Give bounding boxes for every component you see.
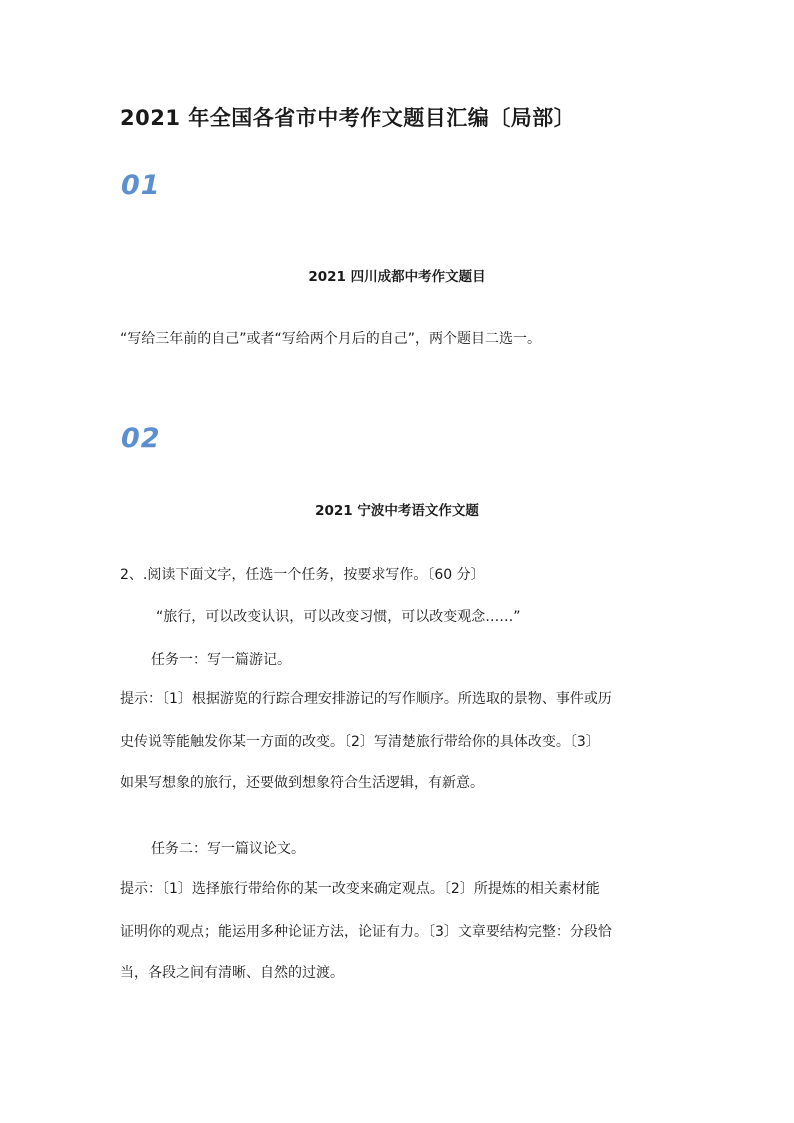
task-one-hint-line-1: 提示：〔1〕根据游览的行踪合理安排游记的写作顺序。所选取的景物、事件或历 xyxy=(120,691,612,707)
paragraph-chengdu-prompt: “写给三年前的自己”或者“写给两个月后的自己”，两个题目二选一。 xyxy=(120,331,542,347)
task-two-heading: 任务二：写一篇议论文。 xyxy=(151,841,305,857)
task-two-hint-line-3: 当，各段之间有清晰、自然的过渡。 xyxy=(120,965,344,981)
section-number-02: 02 xyxy=(121,423,161,454)
task-one-hint-line-2: 史传说等能触发你某一方面的改变。〔2〕写清楚旅行带给你的具体改变。〔3〕 xyxy=(120,734,600,750)
section-heading-ningbo: 2021 宁波中考语文作文题 xyxy=(315,503,479,519)
question-instruction: 2、.阅读下面文字，任选一个任务，按要求写作。〔60 分〕 xyxy=(120,567,485,583)
section-number-01: 01 xyxy=(121,170,161,201)
task-two-hint-line-1: 提示：〔1〕选择旅行带给你的某一改变来确定观点。〔2〕所提炼的相关素材能 xyxy=(120,881,600,897)
quoted-prompt: “旅行，可以改变认识，可以改变习惯，可以改变观念……” xyxy=(156,609,521,625)
task-one-hint-line-3: 如果写想象的旅行，还要做到想象符合生活逻辑，有新意。 xyxy=(120,775,484,791)
section-heading-chengdu: 2021 四川成都中考作文题目 xyxy=(308,269,486,285)
task-two-hint-line-2: 证明你的观点；能运用多种论证方法，论证有力。〔3〕文章要结构完整：分段恰 xyxy=(120,924,612,940)
task-one-heading: 任务一：写一篇游记。 xyxy=(151,652,291,668)
document-title: 2021 年全国各省市中考作文题目汇编〔局部〕 xyxy=(120,106,576,130)
